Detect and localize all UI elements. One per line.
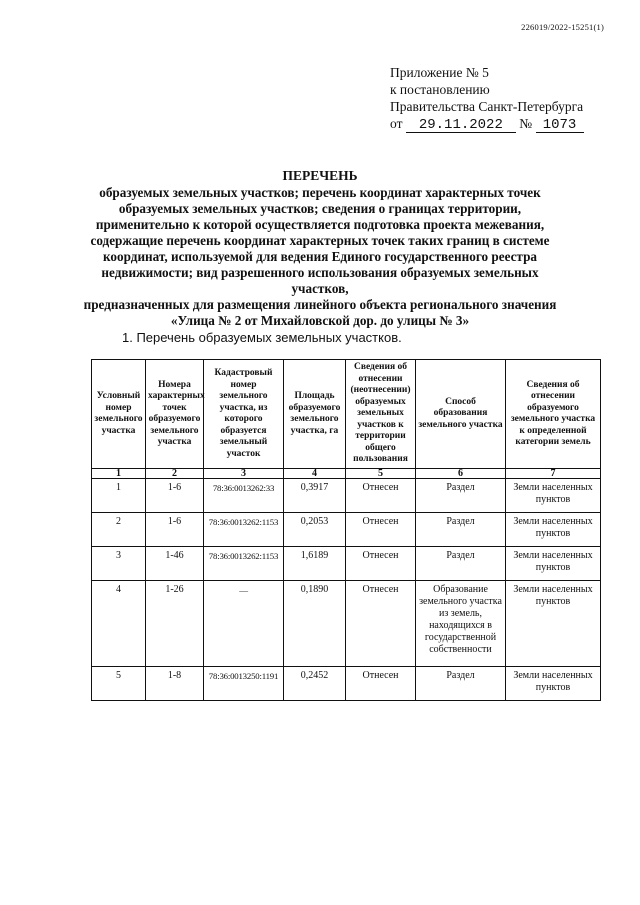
index-cell: 2 [146,469,204,479]
cell-area: 0,2053 [284,513,346,547]
cell-land-category: Земли населенных пунктов [506,667,601,701]
cell-land-category: Земли населенных пунктов [506,581,601,667]
cell-cadastral-number: 78:36:0013262:33 [204,479,284,513]
cell-points: 1-6 [146,479,204,513]
cell-plot-number: 1 [92,479,146,513]
cell-public-use: Отнесен [346,513,416,547]
table-header-row [92,360,601,469]
title-line: применительно к которой осуществляется подготовка проекта межевания, [95,217,545,232]
resolution-date: 29.11.2022 [406,118,516,133]
appendix-block [390,64,584,133]
header-formation-method: Способ образования земельного участка [416,360,506,469]
header-land-category: Сведения об отнесении образуемого земельного участка к определенной категории земель [506,360,601,469]
table-row [92,513,601,547]
cell-cadastral-number: 78:36:0013250:1191 [204,667,284,701]
title-line: содержащие перечень координат характерных точек таких границ в системе [90,233,550,248]
table-row [92,581,601,667]
cell-area: 0,2452 [284,667,346,701]
cell-formation-method: Образование земельного участка из земель, находящихся в государственной собственности [416,581,506,667]
cell-public-use: Отнесен [346,667,416,701]
cell-area: 0,1890 [284,581,346,667]
index-cell: 6 [416,469,506,479]
cell-formation-method: Раздел [416,547,506,581]
table-row [92,547,601,581]
cell-land-category: Земли населенных пунктов [506,547,601,581]
appendix-line-2: к постановлению [390,82,490,97]
table-index-row [92,469,601,479]
cell-cadastral-number: 78:36:0013262:1153 [204,547,284,581]
index-cell: 3 [204,469,284,479]
header-cadastral-number: Кадастровый номер земельного участка, из которого образуется земельный участок [204,360,284,469]
cell-land-category: Земли населенных пунктов [506,479,601,513]
appendix-line-3: Правительства Санкт-Петербурга [390,99,584,114]
cell-formation-method: Раздел [416,479,506,513]
appendix-line-1: Приложение № 5 [390,65,489,80]
cell-area: 0,3917 [284,479,346,513]
header-area: Площадь образуемого земельного участка, га [284,360,346,469]
document-number: 226019/2022-15251(1) [521,22,604,32]
cell-public-use: Отнесен [346,479,416,513]
title-line: «Улица № 2 от Михайловской дор. до улицы № 3» [170,313,470,328]
appendix-line-date [390,115,584,133]
cell-plot-number: 5 [92,667,146,701]
cell-points: 1-8 [146,667,204,701]
cell-plot-number: 3 [92,547,146,581]
cell-formation-method: Раздел [416,513,506,547]
index-cell: 1 [92,469,146,479]
title-heading: ПЕРЕЧЕНЬ [282,168,358,183]
cell-area: 1,6189 [284,547,346,581]
cell-cadastral-number: 78:36:0013262:1153 [204,513,284,547]
cell-cadastral-number: — [204,581,284,667]
section-title: 1. Перечень образуемых земельных участков. [122,330,402,345]
document-title [80,168,560,329]
title-line: недвижимости; вид разрешенного использования образуемых земельных участков, [101,265,539,296]
index-cell: 5 [346,469,416,479]
index-cell: 7 [506,469,601,479]
cell-plot-number: 4 [92,581,146,667]
header-points: Номера характерных точек образуемого земельного участка [146,360,204,469]
number-label: № [519,116,533,131]
table-row [92,479,601,513]
header-plot-number: Условный номер земельного участка [92,360,146,469]
title-line: образуемых земельных участков; сведения о границах территории, [118,201,522,216]
from-label: от [390,116,403,131]
cell-formation-method: Раздел [416,667,506,701]
cell-points: 1-6 [146,513,204,547]
index-cell: 4 [284,469,346,479]
cell-public-use: Отнесен [346,547,416,581]
land-plots-table [91,359,601,701]
cell-public-use: Отнесен [346,581,416,667]
cell-points: 1-26 [146,581,204,667]
title-line: координат, используемой для ведения Единого государственного реестра [103,249,537,264]
cell-land-category: Земли населенных пунктов [506,513,601,547]
table-row [92,667,601,701]
resolution-number: 1073 [536,118,584,133]
title-line: предназначенных для размещения линейного объекта регионального значения [83,297,557,312]
cell-points: 1-46 [146,547,204,581]
title-line: образуемых земельных участков; перечень координат характерных точек [99,185,541,200]
cell-plot-number: 2 [92,513,146,547]
header-public-use: Сведения об отнесении (неотнесении) образуемых земельных участков к территории общего пользования [346,360,416,469]
